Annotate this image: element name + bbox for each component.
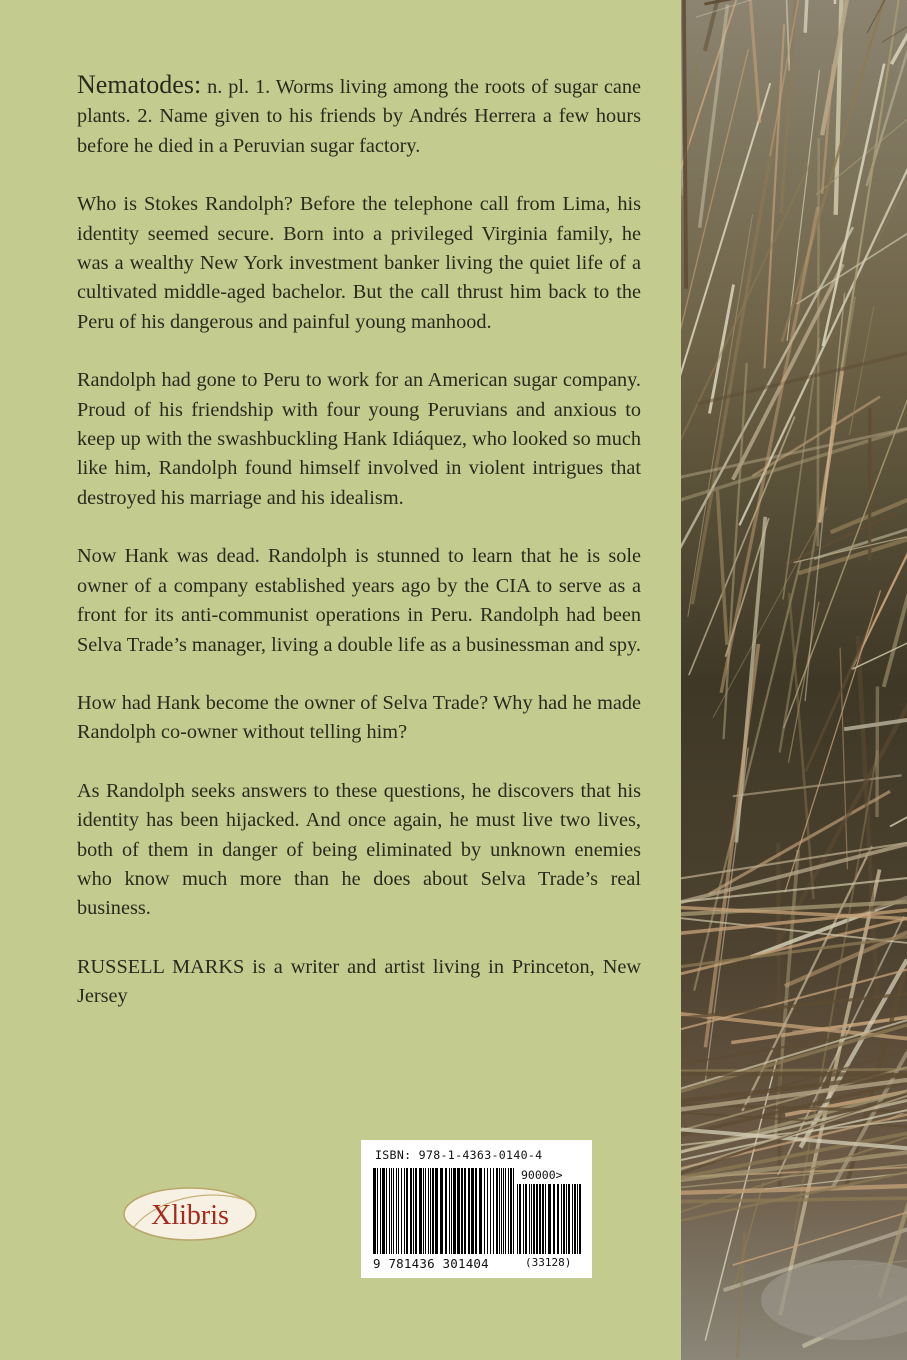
addon-digits: 90000> [521,1168,563,1182]
barcode-bars [373,1168,515,1254]
isbn-barcode [361,1140,592,1278]
definition-term: Nematodes: [77,70,202,99]
xlibris-logo [120,1183,260,1243]
sugar-cane-image [681,0,907,1360]
addon-barcode-bars [517,1184,581,1254]
blurb-paragraph-2: Randolph had gone to Peru to work for an American sugar company. Proud of his friendship with four young Peruvians and anxious to keep up with the swashbuckling Hank Idiáquez, who looked so much like him, Randolph found himself involved in violent intrigues that destroyed his marriage and his idealism. [77,369,641,509]
barcode-digits: 9 781436 301404 [373,1256,489,1271]
blurb-paragraph-3: Now Hank was dead. Randolph is stunned to learn that he is sole owner of a company established years ago by the CIA to serve as a front for its anti-communist operations in Peru. Randolph had been Selva Trade’s manager, living a double life as a businessman and spy. [77,545,641,656]
sugar-cane-photo [681,0,907,1360]
price-code: (33128) [525,1256,572,1269]
definition-text: n. pl. 1. Worms living among the roots of sugar cane plants. 2. Name given to his friends by Andrés Herrera a few hours before he died in a Peruvian sugar factory. [77,76,641,157]
publisher-name: Xlibris [151,1200,229,1231]
isbn-label: ISBN: 978-1-4363-0140-4 [375,1148,543,1162]
definition-paragraph [77,70,641,161]
blurb-paragraph-1: Who is Stokes Randolph? Before the telephone call from Lima, his identity seemed secure. Born into a privileged Virginia family, he was a wealthy New York investment banker living the quiet life of a cultivated middle-aged bachelor. But the call thrust him back to the Peru of his dangerous and painful young manhood. [77,193,641,333]
xlibris-oval-logo-icon [120,1183,260,1243]
blurb [77,70,641,1012]
blurb-paragraph-5: As Randolph seeks answers to these questions, he discovers that his identity has been hijacked. And once again, he must live two lives, both of them in danger of being eliminated by unknown enemies who know much more than he does about Selva Trade’s real business. [77,779,641,920]
blurb-paragraph-4: How had Hank become the owner of Selva Trade? Why had he made Randolph co-owner without telling him? [77,691,641,744]
author-bio: RUSSELL MARKS is a writer and artist living in Princeton, New Jersey [77,955,641,1008]
